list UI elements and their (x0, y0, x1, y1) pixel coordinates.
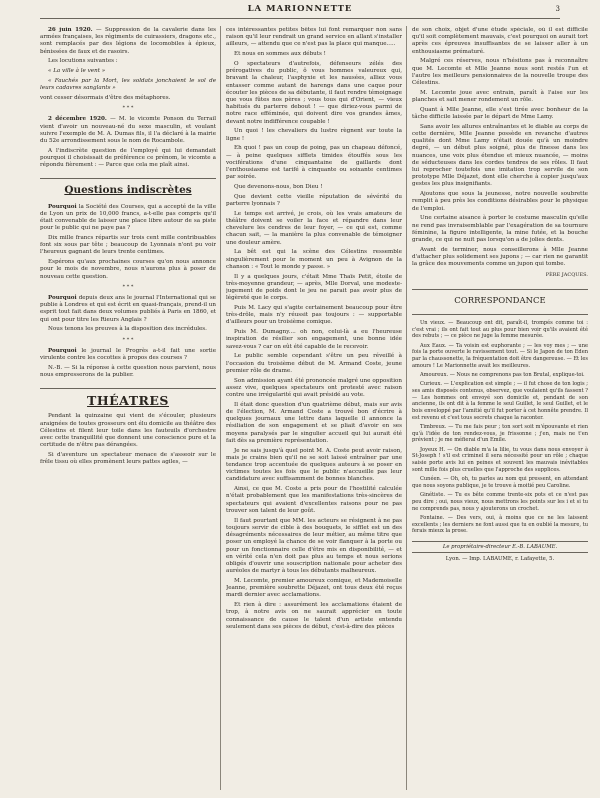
correspondence-entry: Curieux. — L'explication est simple ; — il fut chose de ton logis ; ses amis disposés contenus, observez, que voulaient qu'ils fassent ? — Les hommes ont envoyé son domicile et, pendant de son ancienne, ils ont dit à la femme le seul Guillet, le seul Guillet, et le bois enveloppé par l'amitié qu'il fut porter à cet honnête prendre. Il est revenu et c'est tous secrets chaque la raconter. (412, 381, 588, 421)
paragraph: Je ne sais jusqu'à quel point M. A. Coste peut avoir raison, mais je crains bien qu'il ne se soit laissé entraîner par une tendance trop accentuée de quelques auteurs à se poser en victimes toutes les fois que le public n'accueille pas leur candidature avec suffisamment de bonnes blanches. (226, 447, 402, 483)
lead-word: Pourquoi (48, 295, 77, 302)
paragraph: de son choix, objet d'une étude spéciale, où il est difficile qu'il soit complètement mauvais, c'est pourquoi on aurait tort après ces épreuves insuffisantes de se laisser aller à un enthousiasme prématuré. (412, 27, 588, 55)
section-title-questions: Questions indiscrètes (64, 184, 192, 197)
page-header (40, 4, 560, 19)
paragraph: Il était donc question d'un quatrième début, mais sur avis de l'élection, M. Armand Coste a trouvé bon d'écrire à quelques journaux une lettre dans laquelle il annonce la résiliation de son engagement et se pliait d'avoir en ses moyens paralysés par le singulier accueil qui lui aurait été fait dès sa première représentation. (226, 401, 402, 444)
paragraph: Et nous en sommes aux débuts ! (234, 51, 326, 58)
paragraph (40, 204, 216, 233)
lead-word: Pourquoi (48, 347, 77, 354)
paragraph: M. Lecomte joue avec entrain, paraît à l'aise sur les planches et sait mener rondement un rôle. (412, 89, 588, 104)
printer-line: Lyon. — Imp. LABAUME, r. Lafayette, 5. (445, 556, 555, 562)
paragraph-text: le journal le Progrès a-t-il fait une sortie virulente contre les cocottes à propos des courses ? (40, 347, 216, 362)
paragraph: Le public semble cependant s'être un peu réveillé à l'occasion du troisième début de M. Armand Coste, jeune premier rôle de drame. (226, 353, 402, 374)
correspondence-entry: Aux Eaux. — Ta voisin est euphorante ; — les voy mes ; — une fois la porte ouverte le ravissement tout. — Si le Japon de ton Eden par la chaussonette, la fréquentation doit être dangereuse. — Et les amours ! Le Marionnette avait les meilleures. (412, 342, 588, 369)
paragraph: La bêt est qui la scène des Célestins ressemble singulièrement pour le moment un peu à Avignon de la chanson : « Tout le monde y passe. » (226, 249, 402, 270)
section-divider (40, 388, 216, 389)
separator-stars-icon: * * * (122, 105, 134, 112)
separator-stars-icon: * * * (122, 336, 134, 343)
paragraph: O spectateurs d'autrefois, défenseurs zélés des prérogatives du public, ô vous hommes valeureux qui, bravant la chaleur, l'asphyxie et les nausées, alliez vous entasser comme autant de harengs dans une caque pour écouter les pièces de sa débutante, il faut rendre témoignage que vous fûtes nos pères ; vous tous qui d'Orient, — vieux habitués du parterre debout ! — que diriez-vous parmi de notre race efféminée, qui doivent dire vos grandes âmes, devant notre indifférence coupable ! (226, 61, 402, 125)
paragraph: Et rien à dire : assurément les acclamations étaient de trop, à notre avis on ne saurait apprécier en toute connaissance de cause le talent d'un artiste entendu seulement dans ses pièces de début, c'est-à-dire des pièces (226, 602, 402, 630)
paragraph: Les locutions suivantes : (48, 58, 118, 65)
column-middle (226, 27, 402, 788)
paragraph: Que devenons-nous, bon Dieu ! (234, 184, 323, 191)
paragraph: Nous tenons les preuves à la disposition des incrédules. (48, 326, 207, 333)
correspondence-entry: Fontaine. — Des vers, oui, à moins que ce ne les laissent excellents ; les derniers ne font aussi que tu en oublié la mesure, tu ferais mieux la prose. (412, 514, 588, 535)
paragraph: Malgré ces réserves, nous n'hésitons pas à reconnaître que M. Lecomte et Mlle Jeanne nous sont restés l'un et l'autre les meilleurs pensionnaires de la nouvelle troupe des Célestins. (412, 58, 588, 87)
column-left (40, 27, 216, 788)
quote: « Fauchés par la Mort, les soldats jonchaient le sol de leurs cadavres sanglants » (40, 78, 216, 92)
separator-stars-icon: * * * (122, 283, 134, 290)
page-number: 3 (555, 5, 560, 13)
paragraph: Que devient cette vieille réputation de sévérité du parterre lyonnais ? (226, 193, 402, 208)
paragraph: Si d'aventure un spectateur menace de s'asseoir sur le frêle tissu où elles promènent leurs pattes agiles, — (40, 452, 216, 466)
dated-entry-text: — M. le vicomte Ponson du Terrail vient d'avoir un nouveau-né du sexe masculin, et voulant suivre l'exemple de M. A. Dumas fils, il l'a déclaré à la mairie du 52e arrondissement sous le nom de Rocambole. (40, 116, 216, 145)
correspondence-entry: Timbreux. — Tu me fais peur ; ton sort soit m'épouvante et rien qu'à l'idée de ton rendez-vous, je frissonne ; j'en, mais ne t'en prévient ; je me méfierai d'un Emile. (412, 424, 588, 444)
section-divider (412, 314, 588, 315)
column-right (412, 27, 588, 788)
paragraph: Le temps est arrivé, je crois, où les vrais amateurs de théâtre doivent se voiler la face et répandre dans leur chevelure les cendres de leur foyer, — ce qui est, comme chacun sait, — la manière la plus convenable de témoigner une douleur amère. (226, 210, 402, 246)
section-divider (412, 289, 588, 290)
correspondence-entry: Joyeux H. — On diable m'a la lilie, tu vous dans nous envoyer à St-Joseph ! s'il est criminel il sera nécessité pour un rôle ; chaque saisie porte avis lui en peines et souvent les mauvais inévitables sont mille fois plus cruelles que l'approche des supplices. (412, 446, 588, 473)
paragraph: N.-B. — Si la réponse à cette question nous parvient, nous nous empresserons de la publier. (40, 364, 216, 379)
paragraph: Sans avoir les allures entraînantes et le diable au corps de cette dernière, Mlle Jeanne possède en revanche d'autres qualités dont Mme Lamy n'était douée qu'à un moindre degré, — un début plus soigné, plus de finesse dans les nuances, une voix plus étendue et mieux nuancée, — moins de séducteuses dans les cordes tendres de ses rôles. Il faut lui reprocher toutefois une imitation trop servile de son prototype Mlle Déjazet, dont elle cherche à copier jusqu'aux gestes les plus insignifiants. (412, 123, 588, 188)
paragraph (40, 116, 216, 145)
paragraph: Puis M. Dumagny.... oh non, celui-là a eu l'heureuse inspiration de résilier son engagement, une bonne idée savez-vous ? car on eût été capable de le recevoir. (226, 329, 402, 350)
correspondence-entry: Ginétiste. — Tu es bête comme trente-six pots et ce n'est pas peu dire ; oui, nous vieux, nous mettrons les points sur les i et si tu ne comprends pas, nous y ajouterons un crochet. (412, 492, 588, 512)
dated-entry-date: 2 décembre 1920. (48, 116, 107, 123)
paragraph: Une certaine aisance à porter le costume masculin qu'elle ne rend pas invraisemblable par l'exagération de sa tournure féminine, la figure intelligente, la mine futée, et la bouche grande, ce qui ne nuit pas lorsqu'on a de jolies dents. (412, 215, 588, 244)
correspondence-entry: Cunéen. — Oh, oh, tu parles au nom qui pressent, en attendant que nous soyons publique, je te trouve à moitié peu Caroline. (412, 476, 588, 489)
paragraph: M. Lecomte, premier amoureux comique, et Mademoiselle Jeanne, première soubrette Déjazet, ont tous deux été reçus mardi dernier avec acclamations. (226, 577, 402, 599)
section-divider (40, 178, 216, 179)
paragraph (40, 27, 216, 56)
correspondence-entry: Un vieux. — Beaucoup ont dit, paraît-il, trompés comme toi : c'est vrai ; ils ont fait tout au plus pour bien voir qu'ils avaient été des rebuts ; — ce pièce ne juge la femme mesurée. (412, 319, 588, 340)
author-signature: PÈRE JACQUES. (545, 272, 588, 279)
paragraph: Quant à Mlle Jeanne, elle s'est tirée avec bonheur de la tâche difficile laissée par le départ de Mme Lamy. (412, 106, 588, 121)
paragraph: Espérons qu'aux prochaines courses qu'on nous annonce pour le mois de novembre, nous n'aurons plus à poser de nouveau cette question. (40, 259, 216, 280)
dated-entry-date: 26 juin 1920. (48, 27, 93, 33)
paragraph: Dix mille francs répartis sur trois cent mille contribuables font six sous par tête ; beaucoup de Lyonnais n'ont pu voir l'heureux gagnant de leurs trente centimes. (40, 235, 216, 256)
dated-entry-text: — Suppression de la cavalerie dans les armées françaises, les régiments de cuirassiers, dragons etc., sont remplacés par des légions de locomobiles à épieux, bénissées de faux et de rasoirs. (40, 27, 216, 55)
paragraph-text: la Société des Courses, qui a accepté de la ville de Lyon un prix de 10,000 francs, a-t-elle pas compris qu'il était convenable de laisser une place libre autour de sa piste pour le public qui ne paye pas ? (40, 203, 216, 232)
section-title-theatres: THÉATRES (87, 393, 169, 409)
paragraph: Avant de terminer, nous conseillerons à Mlle Jeanne d'attacher plus solidement ses jupons ; — car rien ne garantit la grâce des mouvements comme un jupon qui tombe. (412, 246, 588, 268)
paragraph: Pendant la quinzaine qui vient de s'écouler, plusieurs araignées de toutes grosseurs ont élu domicile au théâtre des Célestins et filent leur toile dans les fauteuils d'orchestre avec cette tranquillité que donnent une conscience pure et la certitude de n'être pas dérangées. (40, 413, 216, 449)
paragraph: Il y a quelques jours, c'était Mme Thaïs Petit, étoile de très-moyenne grandeur, — après, Mlle Dorval, une modeste-jugement de poids dont le jeu ne parait pas avoir plus de légèreté que le corps. (226, 273, 402, 302)
paragraph-text: depuis deux ans le journal l'International qui se publie à Londres et qui est écrit en quasi-français, prend-il un esprit tout fait dans deux volumes publiés à Paris en 1860, et qui ont pour titre les Rieurs Anglais ? (40, 295, 216, 323)
masthead-title: LA MARIONNETTE (247, 4, 353, 14)
paragraph: Eh quoi ! pas un coup de poing, pas un chapeau défoncé, — à peine quelques sifflets timides étouffés sous les vociférations d'une cinquantaine de gaillards dont l'enthousiasme est tarifé à cinquante ou soixante centimes par soirée. (226, 145, 402, 181)
paragraph: Ajoutons que sous la jeunesse, notre nouvelle soubrette remplit à peu près les conditions désirables pour le physique de l'emploi. (412, 191, 588, 212)
paragraph: ces intéressantes petites bêtes lui font remarquer non sans raison qu'il leur rendrait un grand service en allant s'installer ailleurs, — attendu que ce n'est pas la place qui manque..... (226, 27, 402, 48)
editor-line: Le propriétaire-directeur E.-B. LABAUME. (412, 541, 588, 553)
lead-word: Pourquoi (48, 203, 77, 210)
imprint (412, 541, 588, 563)
correspondence-entry: Amoureux. — Nous ne comprenons pas ton Brutal, explique-toi. (420, 371, 585, 378)
paragraph: Puis M. Lacy qui s'agite certainement beaucoup pour être très-drôle, mais n'y réussit pas toujours : — supportable d'ailleurs pour un troisième comique. (226, 305, 402, 326)
paragraph (40, 348, 216, 362)
column-rule (220, 26, 221, 790)
paragraph: Ainsi, ce que M. Coste a pris pour de l'hostilité calculée n'était probablement que les manifestations très-sincères de spectateurs qui avaient d'excellentes raisons pour ne pas trouver son talent de leur goût. (226, 486, 402, 514)
section-title-correspondance: CORRESPONDANCE (454, 295, 546, 306)
quote: « La ville à le vent » (48, 68, 106, 75)
paragraph (40, 295, 216, 324)
paragraph: A l'indiscrète question de l'employé qui lui demandait pourquoi il choisissait de préférence ce prénom, le vicomte a répondu fièrement : — Parce que cela me plaît ainsi. (40, 147, 216, 169)
paragraph: Un quoi ! les chevaliers du lustre règnent sur toute la ligne ! (226, 128, 402, 142)
paragraph: vont cesser désormais d'être des métaphores. (40, 95, 171, 101)
column-rule (406, 26, 407, 790)
paragraph: Son admission ayant été prononcée malgré une opposition assez vive, quelques spectateurs ont protesté avec raison contre une irrégularité qui avait présidé au vote. (226, 377, 402, 399)
paragraph: Il faut pourtant que MM. les acteurs se résignent à ne pas toujours servir de cible à des bouquets, le sifflet est un des désagréments nécessaires de leur métier, au même titre que poser un employé la chance de se voir flanquer à la porte ou pour un fonctionnaire celle d'être mis en disponibilité, — et en vérité cela n'en doit pas plus au temps et nous serions obligés d'ouvrir une souscription nationale pour acheter des auréoles de martyr à tous les débutants malheureux. (226, 517, 402, 575)
